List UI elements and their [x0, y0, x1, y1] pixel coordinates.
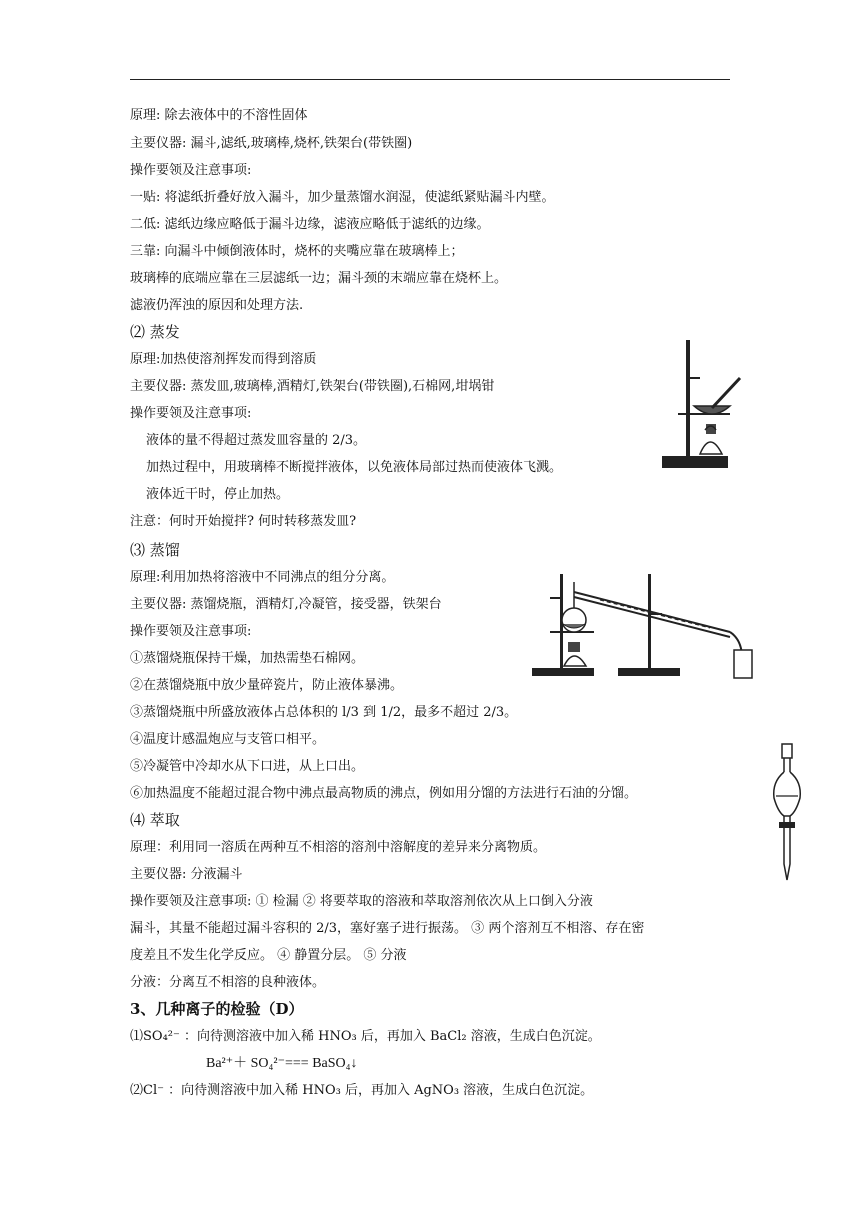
evaporation-principle: 原理:加热使溶剂挥发而得到溶质 [130, 352, 317, 367]
sulfate-equation: Ba²⁺＋ SO₄²⁻=== BaSO₄↓ [206, 1056, 358, 1071]
chloride-test-line: ⑵Cl⁻ ：向待测溶液中加入稀 HNO₃ 后，再加入 AgNO₃ 溶液，生成白色沉淀。 [130, 1083, 594, 1098]
extraction-principle: 原理：利用同一溶质在两种互不相溶的溶剂中溶解度的差异来分离物质。 [130, 840, 547, 855]
extraction-instruments: 主要仪器: 分液漏斗 [130, 867, 243, 882]
separatory-funnel-icon [770, 742, 804, 882]
distillation-note-5: ⑤冷凝管中冷却水从下口进，从上口出。 [130, 759, 365, 774]
filtration-notes-title: 操作要领及注意事项: [130, 163, 252, 178]
filtration-two-low: 二低: 滤纸边缘应略低于漏斗边缘，滤液应略低于滤纸的边缘。 [130, 217, 490, 232]
evaporation-note-1: 液体的量不得超过蒸发皿容量的 2/3。 [146, 433, 367, 448]
extraction-notes-line-3: 度差且不发生化学反应。 ④ 静置分层。 ⑤ 分液 [130, 948, 407, 963]
extraction-heading: ⑷ 萃取 [130, 811, 180, 829]
filtration-three-lean-2: 玻璃棒的底端应靠在三层滤纸一边；漏斗颈的末端应靠在烧杯上。 [130, 271, 508, 286]
filtration-three-lean-1: 三靠: 向漏斗中倾倒液体时，烧杯的夹嘴应靠在玻璃棒上； [130, 244, 464, 259]
evaporation-apparatus-icon [660, 338, 744, 470]
distillation-instruments: 主要仪器: 蒸馏烧瓶，酒精灯,冷凝管，接受器，铁架台 [130, 597, 442, 612]
evaporation-heading: ⑵ 蒸发 [130, 323, 180, 341]
filtration-instruments: 主要仪器: 漏斗,滤纸,玻璃棒,烧杯,铁架台(带铁圈) [130, 136, 413, 151]
header-rule [130, 79, 730, 80]
ion-tests-heading: 3、几种离子的检验（D） [130, 1000, 304, 1018]
evaporation-note-2: 加热过程中，用玻璃棒不断搅拌液体，以免液体局部过热而使液体飞溅。 [146, 460, 563, 475]
distillation-note-6: ⑥加热温度不能超过混合物中沸点最高物质的沸点，例如用分馏的方法进行石油的分馏。 [130, 786, 638, 801]
distillation-notes-title: 操作要领及注意事项: [130, 624, 252, 639]
distillation-note-2: ②在蒸馏烧瓶中放少量碎瓷片，防止液体暴沸。 [130, 678, 404, 693]
filtration-principle: 原理: 除去液体中的不溶性固体 [130, 108, 308, 123]
evaporation-attention: 注意：何时开始搅拌? 何时转移蒸发皿? [130, 514, 357, 529]
extraction-separation: 分液：分离互不相溶的良种液体。 [130, 975, 326, 990]
distillation-apparatus-icon [530, 570, 758, 682]
distillation-heading: ⑶ 蒸馏 [130, 541, 180, 559]
evaporation-notes-title: 操作要领及注意事项: [130, 406, 252, 421]
evaporation-note-3: 液体近干时，停止加热。 [146, 487, 290, 502]
filtration-turbid: 滤液仍浑浊的原因和处理方法. [130, 298, 304, 313]
distillation-note-3: ③蒸馏烧瓶中所盛放液体占总体积的 l/3 到 1/2，最多不超过 2/3。 [130, 705, 518, 720]
filtration-one-stick: 一贴: 将滤纸折叠好放入漏斗，加少量蒸馏水润湿，使滤纸紧贴漏斗内壁。 [130, 190, 555, 205]
evaporation-instruments: 主要仪器: 蒸发皿,玻璃棒,酒精灯,铁架台(带铁圈),石棉网,坩埚钳 [130, 379, 495, 394]
sulfate-test-line: ⑴SO₄²⁻ ：向待测溶液中加入稀 HNO₃ 后，再加入 BaCl₂ 溶液，生成白色沉淀。 [130, 1029, 601, 1044]
distillation-note-1: ①蒸馏烧瓶保持干燥，加热需垫石棉网。 [130, 651, 365, 666]
extraction-notes-line-2: 漏斗，其量不能超过漏斗容积的 2/3，塞好塞子进行振荡。 ③ 两个溶剂互不相溶、存在密 [130, 921, 645, 936]
extraction-notes-line-1: 操作要领及注意事项: ① 检漏 ② 将要萃取的溶液和萃取溶剂依次从上口倒入分液 [130, 894, 593, 909]
distillation-note-4: ④温度计感温炮应与支管口相平。 [130, 732, 326, 747]
distillation-principle: 原理:利用加热将溶液中不同沸点的组分分离。 [130, 570, 395, 585]
